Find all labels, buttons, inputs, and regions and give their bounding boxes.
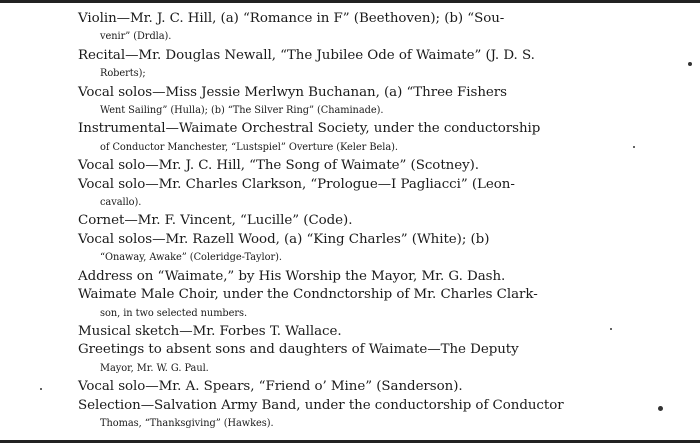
entry-line: Vocal solos—Miss Jessie Merlwyn Buchanan, (a) “Three Fishers — [78, 84, 507, 100]
entry-continuation: Mayor, Mr. W. G. Paul. — [100, 362, 209, 374]
entry-line: Violin—Mr. J. C. Hill, (a) “Romance in F” (Beethoven); (b) “Sou- — [78, 11, 505, 26]
program-entry-recital — [78, 47, 690, 84]
program-entry-musical-sketch — [78, 323, 690, 341]
program-list — [78, 10, 690, 433]
entry-continuation: Roberts); — [100, 68, 146, 80]
entry-line: Cornet—Mr. F. Vincent, “Lucille” (Code). — [78, 213, 353, 229]
program-entry-vocal-solo-hill — [78, 157, 690, 175]
entry-continuation: son, in two selected numbers. — [100, 307, 248, 319]
entry-continuation: Went Sailing” (Hulla); (b) “The Silver Ring” (Chaminade). — [100, 105, 384, 117]
top-rule — [0, 0, 700, 3]
program-entry-vocal-solo-clarkson — [78, 176, 690, 213]
entry-line: Address on “Waimate,” by His Worship the Mayor, Mr. G. Dash. — [78, 268, 506, 284]
program-entry-greetings — [78, 341, 690, 378]
entry-line: Vocal solo—Mr. J. C. Hill, “The Song of Waimate” (Scotney). — [78, 158, 479, 174]
program-entry-vocal-solos-wood — [78, 231, 690, 268]
program-entry-violin — [78, 10, 690, 47]
entry-line: Selection—Salvation Army Band, under the conductorship of Conductor — [78, 397, 564, 413]
entry-line: Musical sketch—Mr. Forbes T. Wallace. — [78, 323, 342, 339]
print-speck — [688, 62, 692, 66]
program-entry-male-choir — [78, 286, 690, 323]
entry-line: Waimate Male Choir, under the Condnctorship of Mr. Charles Clark- — [78, 287, 538, 303]
program-entry-cornet — [78, 212, 690, 230]
program-entry-vocal-solos-buchanan — [78, 84, 690, 121]
print-speck — [658, 406, 663, 411]
program-entry-vocal-solo-spears — [78, 378, 690, 396]
entry-line: Vocal solo—Mr. A. Spears, “Friend o’ Mine” (Sanderson). — [78, 379, 463, 395]
print-speck — [40, 388, 42, 390]
entry-continuation: cavallo). — [100, 197, 142, 209]
entry-continuation: Thomas, “Thanksgiving” (Hawkes). — [100, 417, 274, 429]
entry-line: Recital—Mr. Douglas Newall, “The Jubilee Ode of Waimate” (J. D. S. — [78, 47, 535, 63]
print-speck — [633, 146, 635, 148]
print-speck — [610, 328, 612, 330]
entry-line: Vocal solos—Mr. Razell Wood, (a) “King Charles” (White); (b) — [78, 231, 490, 247]
program-entry-address — [78, 268, 690, 286]
entry-continuation: of Conductor Manchester, “Lustspiel” Overture (Keler Bela). — [100, 141, 398, 153]
entry-continuation: venir” (Drdla). — [100, 31, 172, 43]
entry-line: Vocal solo—Mr. Charles Clarkson, “Prologue—I Pagliacci” (Leon- — [78, 176, 515, 192]
entry-line: Instrumental—Waimate Orchestral Society, under the conductorship — [78, 121, 541, 137]
program-entry-selection — [78, 397, 690, 434]
entry-line: Greetings to absent sons and daughters of Waimate—The Deputy — [78, 342, 519, 358]
entry-continuation: “Onaway, Awake” (Coleridge-Taylor). — [100, 252, 282, 264]
program-entry-instrumental — [78, 120, 690, 157]
